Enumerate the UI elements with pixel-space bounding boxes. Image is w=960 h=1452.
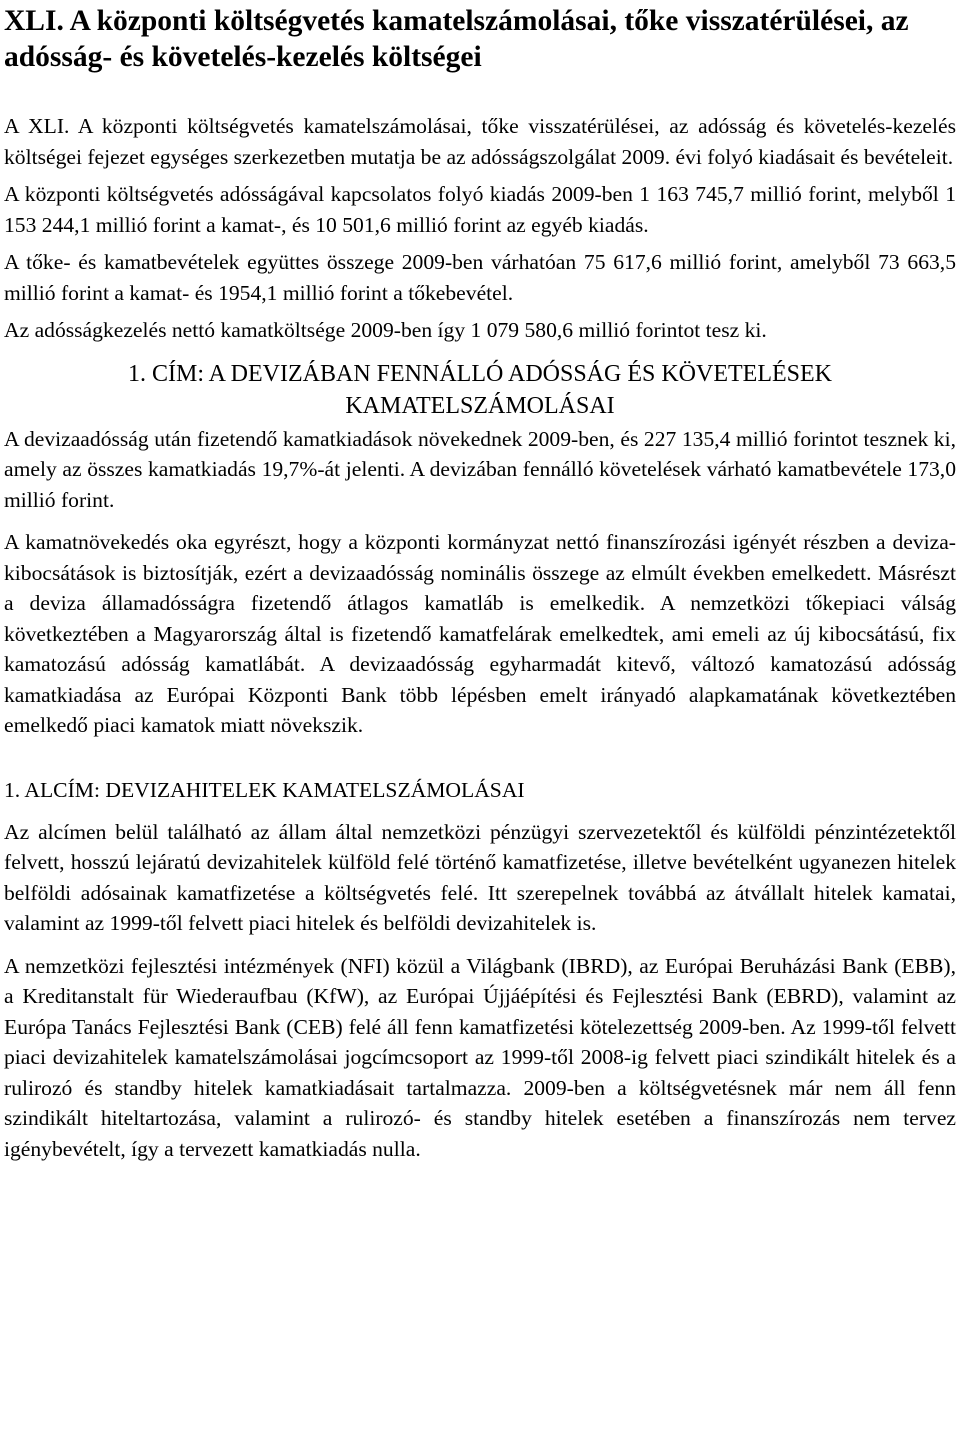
subsection-1-heading: 1. ALCÍM: DEVIZAHITELEK KAMATELSZÁMOLÁSAI [4, 777, 525, 802]
intro-paragraph-4: Az adósságkezelés nettó kamatköltsége 2009-ben így 1 079 580,6 millió forintot tesz ki. [4, 318, 767, 342]
subsection-1-paragraph-2: A nemzetközi fejlesztési intézmények (NFI) közül a Világbank (IBRD), az Európai Beruházási Bank (EBB), a Kreditanstalt für Wiederaufbau (KfW), az Európai Újjáépítési és Fejlesztési Bank (EBRD), valamint az Európa Tanács Fejlesztési Bank (CEB) felé áll fenn kamatfizetési kötelezettség 2009-ben. Az 1999-től felvett piaci devizahitelek kamatelszámolásai jogcímcsoport az 1999-től 2008-ig felvett piaci szindikált hitelek és a rulirozó és standby hitelek kamatkiadásait tartalmazza. 2009-ben a költségvetésnek már nem áll fenn szindikált hiteltartozása, valamint a rulirozó- és standby hitelek esetében a finanszírozás nem tervez igénybevételt, így a tervezett kamatkiadás nulla. [4, 953, 956, 1161]
section-1-heading: 1. CÍM: A DEVIZÁBAN FENNÁLLÓ ADÓSSÁG ÉS KÖVETELÉSEK KAMATELSZÁMOLÁSAI [127, 360, 832, 419]
subsection-1-paragraph-1: Az alcímen belül található az állam által nemzetközi pénzügyi szervezetektől és külföldi pénzintézetektől felvett, hosszú lejáratú devizahitelek külföld felé történő kamatfizetése, illetve bevételként ugyanezen hitelek belföldi adósainak kamatfizetése a költségvetés felé. Itt szerepelnek továbbá az átvállalt hitelek kamatai, valamint az 1999-től felvett piaci hitelek és belföldi devizahitelek is. [4, 819, 956, 935]
document-title: XLI. A központi költségvetés kamatelszámolásai, tőke visszatérülései, az adósság- és követelés-kezelés költségei [4, 5, 909, 73]
section-1-paragraph-1: A devizaadósság után fizetendő kamatkiadások növekednek 2009-ben, és 227 135,4 millió forintot tesznek ki, amely az összes kamatkiadás 19,7%-át jelenti. A devizában fennálló követelések várható kamatbevétele 173,0 millió forint. [4, 426, 956, 512]
intro-paragraph-1: A XLI. A központi költségvetés kamatelszámolásai, tőke visszatérülései, az adósság és követelés-kezelés költségei fejezet egységes szerkezetben mutatja be az adósságszolgálat 2009. évi folyó kiadásait és bevételeit. [4, 114, 956, 169]
intro-paragraph-3: A tőke- és kamatbevételek együttes összege 2009-ben várhatóan 75 617,6 millió forint, amelyből 73 663,5 millió forint a kamat- és 1954,1 millió forint a tőkebevétel. [4, 250, 956, 305]
intro-paragraph-2: A központi költségvetés adósságával kapcsolatos folyó kiadás 2009-ben 1 163 745,7 millió forint, melyből 1 153 244,1 millió forint a kamat-, és 10 501,6 millió forint az egyéb kiadás. [4, 182, 956, 237]
document-page [4, 0, 956, 1164]
section-1-paragraph-2: A kamatnövekedés oka egyrészt, hogy a központi kormányzat nettó finanszírozási igényét részben a deviza-kibocsátások is biztosítják, ezért a devizaadósság nominális összege az elmúlt években emelkedett. Másrészt a deviza államadósságra fizetendő átlagos kamatláb is emelkedik. A nemzetközi tőkepiaci válság következtében a Magyarország által is fizetendő kamatfelárak emelkedtek, ami emeli az új kibocsátású, fix kamatozású adósság kamatlábát. A devizaadósság egyharmadát kitevő, változó kamatozású adósság kamatkiadása az Európai Központi Bank több lépésben emelt irányadó alapkamatának következtében emelkedő piaci kamatok miatt növekszik. [4, 530, 956, 737]
